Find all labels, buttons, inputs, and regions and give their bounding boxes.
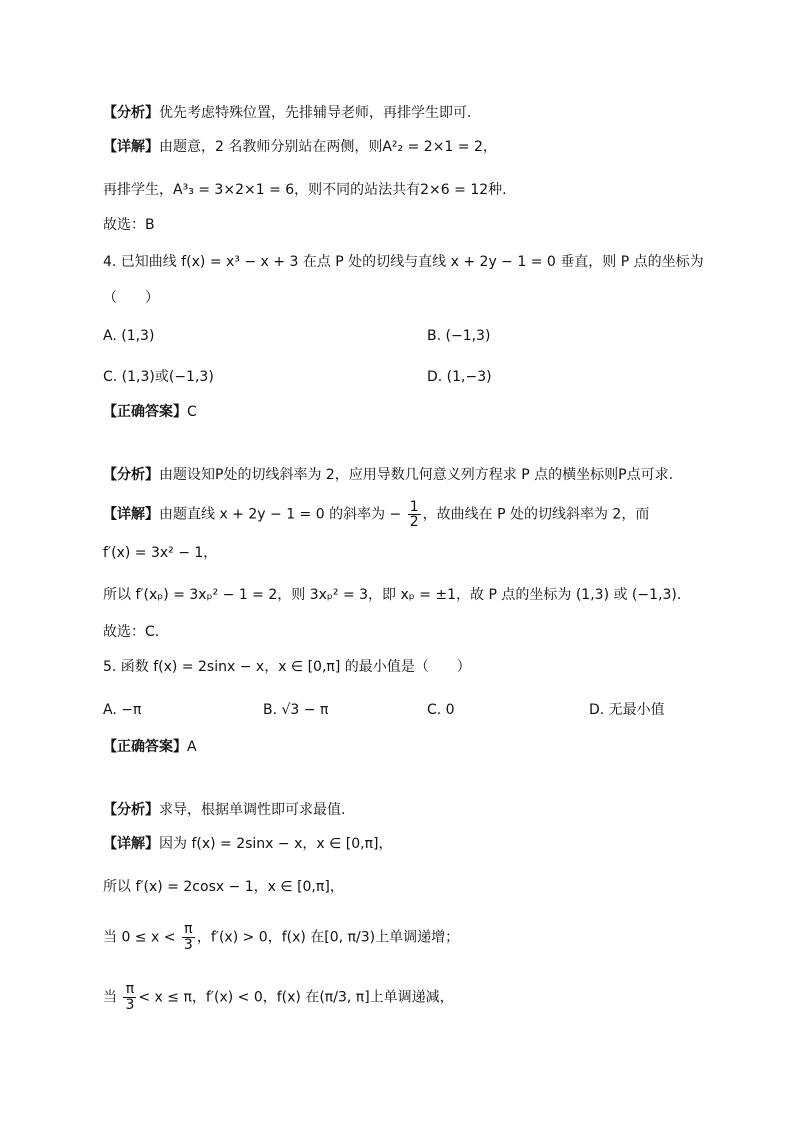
q5-increasing-line <box>103 922 459 956</box>
q5-analysis-text: 求导，根据单调性即可求最值. <box>159 802 346 818</box>
q5-dec-interval: (π/3, π] <box>319 989 370 1006</box>
q5-option-a: A. −π <box>103 702 142 718</box>
q4-analysis-line <box>103 465 673 485</box>
q4-option-b: B. (−1,3) <box>427 328 491 344</box>
detail-tag: 【详解】 <box>103 139 159 155</box>
q5-decreasing-line <box>103 982 454 1016</box>
q5-answer: A <box>187 739 197 755</box>
q5-inc-text-b: ，f′(x) > 0，f(x) 在 <box>196 929 325 946</box>
q5-inc-text-a: 当 0 ≤ x < <box>103 929 176 946</box>
q5-detail-text: 因为 f(x) = 2sinx − x，x ∈ [0,π]， <box>159 836 393 852</box>
question-5-stem: 5. 函数 f(x) = 2sinx − x，x ∈ [0,π] 的最小值是（ ） <box>103 659 471 675</box>
choice-line: 故选：B <box>103 217 155 233</box>
q5-option-d: D. 无最小值 <box>589 702 665 718</box>
q4-analysis-text: 由题设知P处的切线斜率为 2，应用导数几何意义列方程求 P 点的横坐标则P点可求. <box>159 467 674 483</box>
question-4-stem: 4. 已知曲线 f(x) = x³ − x + 3 在点 P 处的切线与直线 x + 2y − 1 = 0 垂直，则 P 点的坐标为 <box>103 254 704 270</box>
q4-detail-tag: 【详解】 <box>103 506 159 523</box>
analysis-tag: 【分析】 <box>103 105 159 121</box>
q5-dec-fraction-num: π <box>123 982 136 998</box>
q4-answer: C <box>187 404 197 420</box>
q4-detail-text-a: 由题直线 x + 2y − 1 = 0 的斜率为 − <box>159 506 402 523</box>
q5-detail-tag: 【详解】 <box>103 836 159 852</box>
q4-detail-line <box>103 500 649 528</box>
q5-inc-fraction-den: 3 <box>183 937 193 953</box>
q4-fraction-num: 1 <box>409 499 419 515</box>
q5-dec-fraction <box>123 982 136 1013</box>
q5-option-c: C. 0 <box>427 702 455 718</box>
q5-inc-text-c: 上单调递增； <box>375 929 460 946</box>
q5-detail-line <box>103 834 392 854</box>
q4-fraction-den: 2 <box>409 514 419 530</box>
q5-answer-tag: 【正确答案】 <box>103 739 187 755</box>
q4-option-d: D. (1,−3) <box>427 369 492 385</box>
analysis-line <box>103 103 471 123</box>
q4-conclusion-line: 所以 f′(xₚ) = 3xₚ² − 1 = 2，则 3xₚ² = 3，即 xₚ = ±1，故 P 点的坐标为 (1,3) 或 (−1,3). <box>103 587 682 603</box>
q4-choice-line: 故选：C. <box>103 624 160 640</box>
q5-inc-interval: [0, π/3) <box>324 929 376 946</box>
q5-dec-text-c: 上单调递减， <box>369 989 454 1006</box>
q4-option-c: C. (1,3)或(−1,3) <box>103 369 214 385</box>
q4-answer-tag: 【正确答案】 <box>103 404 187 420</box>
detail-line-2: 再排学生，A³₃ = 3×2×1 = 6，则不同的站法共有2×6 = 12种. <box>103 182 507 198</box>
q4-analysis-tag: 【分析】 <box>103 467 159 483</box>
q4-detail-text-b: ，故曲线在 P 处的切线斜率为 2，而 <box>422 506 650 523</box>
detail-line <box>103 137 497 157</box>
q5-dec-text-pre: 当 <box>103 989 117 1006</box>
q5-inc-fraction <box>182 922 195 953</box>
q5-analysis-line <box>103 800 345 820</box>
q5-inc-fraction-num: π <box>182 922 195 938</box>
q5-analysis-tag: 【分析】 <box>103 802 159 818</box>
q5-option-b: B. √3 − π <box>263 702 329 718</box>
question-4-paren: （ ） <box>103 290 159 306</box>
q5-dec-fraction-den: 3 <box>125 997 135 1013</box>
detail-text: 由题意，2 名教师分别站在两侧，则A²₂ = 2×1 = 2， <box>159 139 497 155</box>
q5-dec-text-a: < x ≤ π，f′(x) < 0，f(x) 在 <box>138 989 320 1006</box>
q4-derivative-line: f′(x) = 3x² − 1， <box>103 545 218 561</box>
analysis-text: 优先考虑特殊位置，先排辅导老师，再排学生即可. <box>159 105 472 121</box>
q5-answer-line <box>103 737 197 757</box>
q4-answer-line <box>103 402 197 422</box>
q4-fraction <box>408 500 421 529</box>
q5-derivative-line: 所以 f′(x) = 2cosx − 1，x ∈ [0,π]， <box>103 879 344 895</box>
q4-option-a: A. (1,3) <box>103 328 155 344</box>
